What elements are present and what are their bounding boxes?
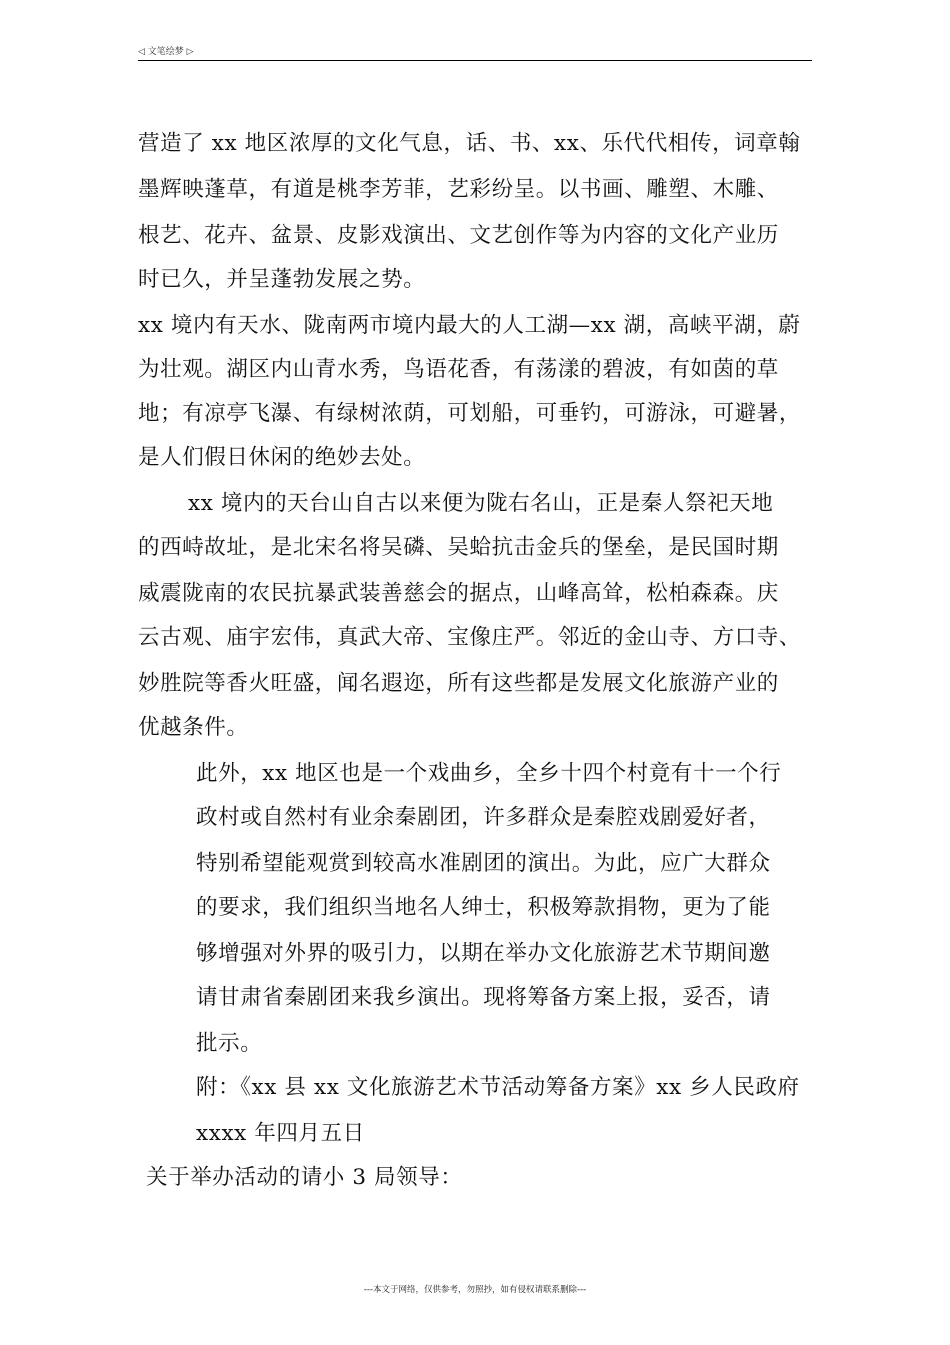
body-line: 请甘肃省秦剧团来我乡演出。现将筹备方案上报，妥否，请: [196, 985, 771, 1010]
body-line: 是人们假日休闲的绝妙去处。: [138, 445, 426, 470]
body-line: 的要求，我们组织当地名人绅士，积极筹款捐物，更为了能: [196, 895, 771, 920]
body-line: 时已久，并呈蓬勃发展之势。: [138, 267, 426, 292]
body-line: 云古观、庙宇宏伟，真武大帝、宝像庄严。邻近的金山寺、方口寺、: [138, 625, 802, 650]
body-line: 政村或自然村有业余秦剧团，许多群众是秦腔戏剧爱好者，: [196, 805, 771, 830]
body-line: 墨辉映蓬草，有道是桃李芳菲，艺彩纷呈。以书画、雕塑、木雕、: [138, 177, 779, 202]
body-line: 妙胜院等香火旺盛，闻名遐迩，所有这些都是发展文化旅游产业的: [138, 671, 779, 696]
body-line: 为壮观。湖区内山青水秀，鸟语花香，有荡漾的碧波，有如茵的草: [138, 357, 779, 382]
body-line: 优越条件。: [138, 715, 249, 740]
body-line: 批示。: [196, 1031, 263, 1056]
page-footer: ---本文于网络，仅供参考，勿照抄，如有侵权请联系删除---: [363, 1285, 587, 1295]
body-line: 的西峙故址，是北宋名将吴磷、吴蛤抗击金兵的堡垒，是民国时期: [138, 535, 779, 560]
body-line: 特别希望能观赏到较高水准剧团的演出。为此，应广大群众: [196, 851, 771, 876]
date-line: xxxx 年四月五日: [196, 1121, 365, 1146]
body-line: 威震陇南的农民抗暴武装善慈会的据点，山峰高耸，松柏森森。庆: [138, 581, 779, 606]
header-rule: [138, 60, 812, 61]
body-line: 地；有凉亭飞瀑、有绿树浓荫，可划船，可垂钓，可游泳，可避暑，: [138, 401, 802, 426]
closing-line: 关于举办活动的请小 3 局领导：: [146, 1165, 463, 1190]
body-line: 此外，xx 地区也是一个戏曲乡，全乡十四个村竟有十一个行: [196, 761, 782, 786]
body-line: 营造了 xx 地区浓厚的文化气息，话、书、xx、乐代代相传，词章翰: [138, 131, 801, 156]
body-line: xx 境内有天水、陇南两市境内最大的人工湖—xx 湖，高峡平湖，蔚: [138, 313, 801, 338]
body-line: 根艺、花卉、盆景、皮影戏演出、文艺创作等为内容的文化产业历: [138, 223, 779, 248]
body-line: xx 境内的天台山自古以来便为陇右名山，正是秦人祭祀天地: [188, 491, 774, 516]
body-line: 够增强对外界的吸引力，以期在举办文化旅游艺术节期间邀: [196, 941, 771, 966]
attachment-line: 附：《xx 县 xx 文化旅游艺术节活动筹备方案》xx 乡人民政府: [196, 1075, 800, 1100]
page-header: ◁ 文笔绘梦 ▷: [138, 47, 194, 57]
